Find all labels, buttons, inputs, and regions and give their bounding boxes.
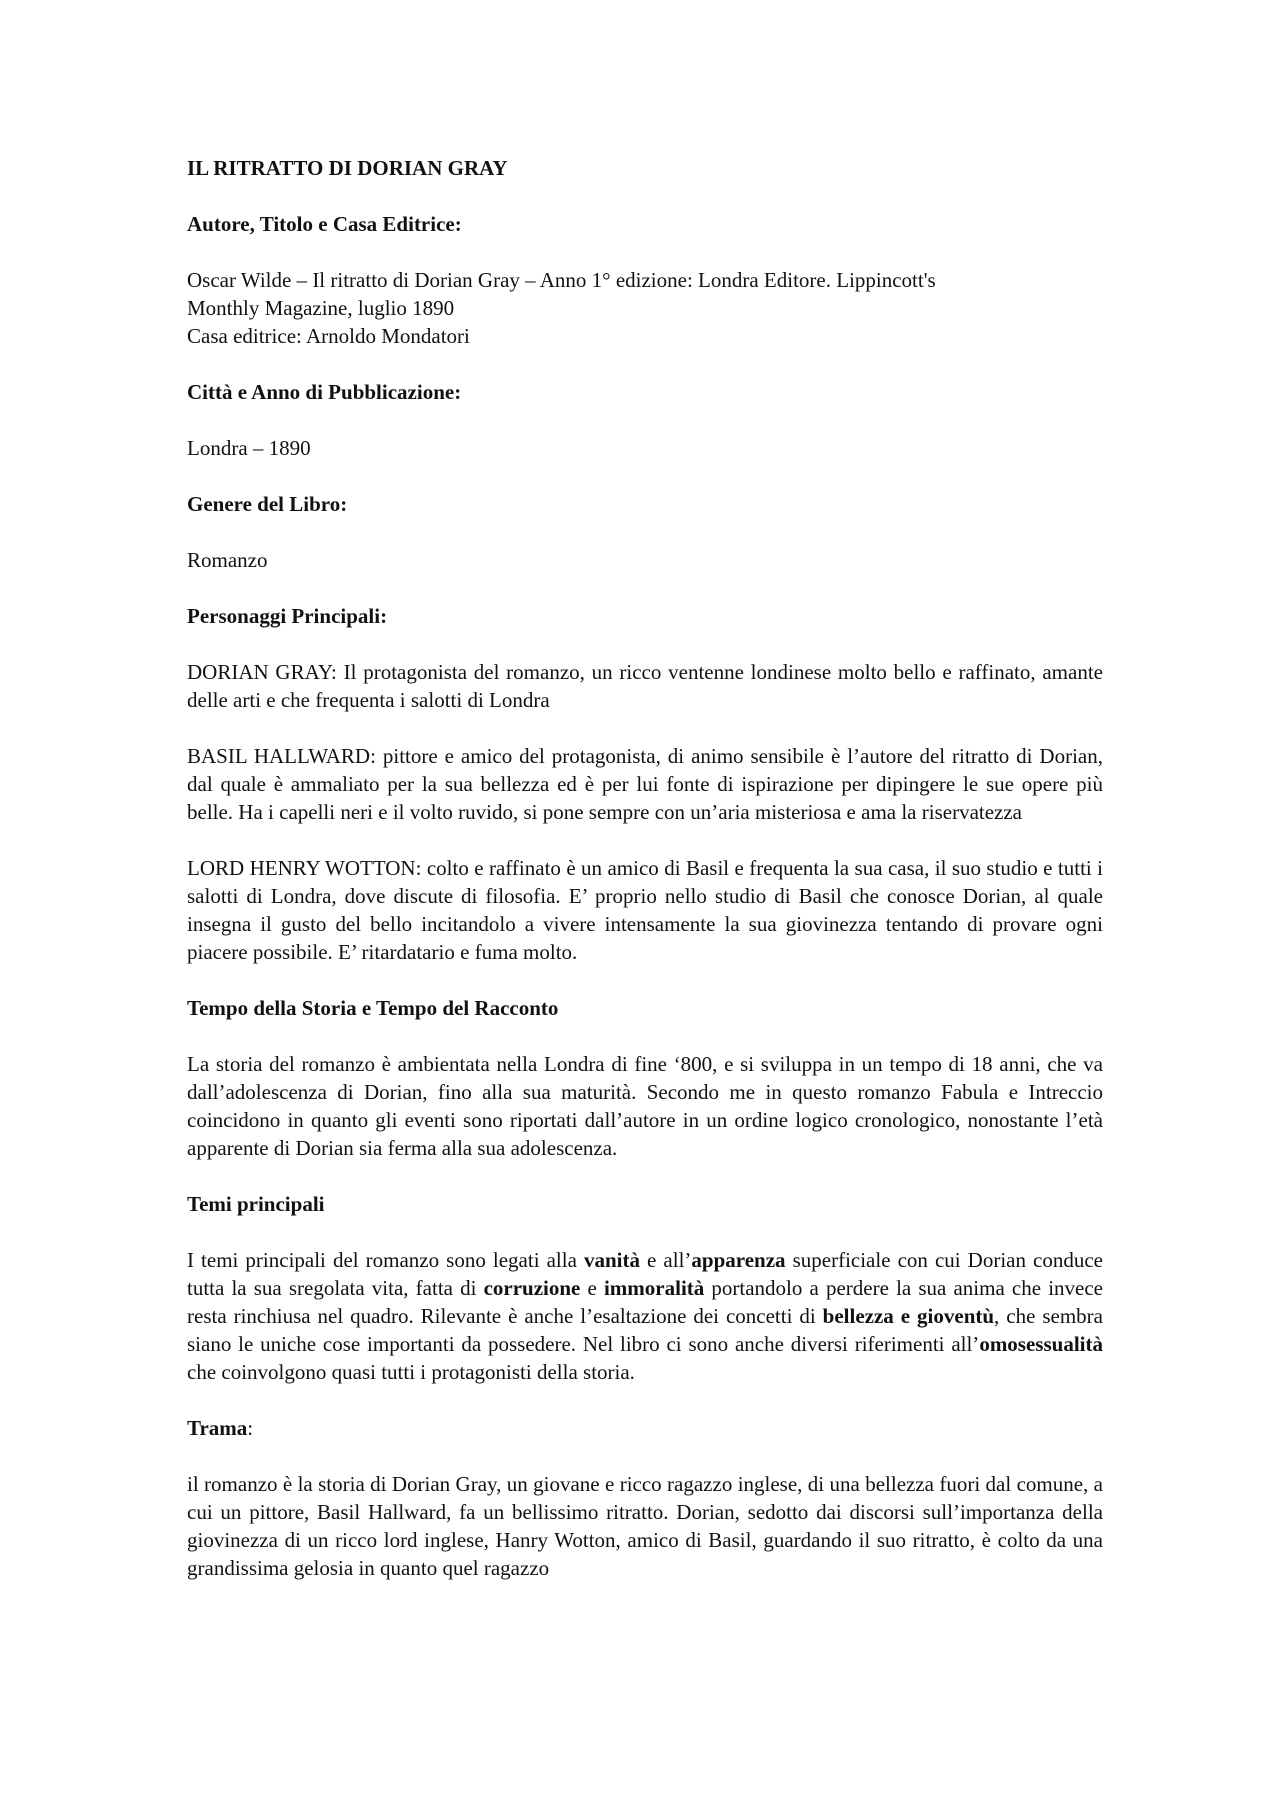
personaggio-dorian: DORIAN GRAY: Il protagonista del romanzo, un ricco ventenne londinese molto bello e raffinato, amante delle arti e che frequenta i salotti di Londra	[187, 660, 1103, 712]
temi-bold-immoralita: immoralità	[603, 1276, 705, 1300]
temi-bold-bellezza: bellezza e gioventù	[822, 1304, 995, 1328]
trama-paragraph: il romanzo è la storia di Dorian Gray, un giovane e ricco ragazzo inglese, di una bellezza fuori dal comune, a cui un pittore, Basil Hallward, fa un bellissimo ritratto. Dorian, sedotto dai discorsi sull’importanza della giovinezza di un ricco lord inglese, Hanry Wotton, amico di Basil, guardando il suo ritratto, è colto da una grandissima gelosia in quanto quel ragazzo	[187, 1472, 1103, 1580]
citta-paragraph: Londra – 1890	[187, 436, 311, 460]
temi-paragraph	[187, 1246, 1103, 1386]
temi-text-5: portandolo a perdere la sua anima che invece resta rinchiusa nel quadro. Rilevante è anche l’esaltazione dei concetti di	[187, 1276, 1103, 1328]
temi-text-3: superficiale con cui Dorian conduce tutta la sua sregolata vita, fatta di	[187, 1248, 1103, 1300]
personaggio-basil: BASIL HALLWARD: pittore e amico del protagonista, di animo sensibile è l’autore del ritratto di Dorian, dal quale è ammaliato per la sua bellezza ed è per lui fonte di ispirazione per dipingere le sue opere più belle. Ha i capelli neri e il volto ruvido, si pone sempre con un’aria misteriosa e ama la riservatezza	[187, 744, 1103, 824]
autore-paragraph	[187, 266, 1103, 350]
temi-bold-corruzione: corruzione	[483, 1276, 581, 1300]
temi-bold-omosessualita: omosessualità	[979, 1332, 1103, 1356]
trama-heading-label: Trama	[187, 1416, 248, 1440]
temi-text-6: , che sembra siano le uniche cose importanti da possedere. Nel libro ci sono anche diversi riferimenti all’	[187, 1304, 1103, 1356]
heading-temi: Temi principali	[187, 1192, 325, 1216]
heading-autore: Autore, Titolo e Casa Editrice:	[187, 212, 462, 236]
autore-line-1: Oscar Wilde – Il ritratto di Dorian Gray – Anno 1° edizione: Londra Editore. Lippincott's	[187, 268, 936, 292]
document-page	[187, 154, 1103, 1610]
document-title: IL RITRATTO DI DORIAN GRAY	[187, 156, 508, 180]
personaggio-henry: LORD HENRY WOTTON: colto e raffinato è un amico di Basil e frequenta la sua casa, il suo studio e tutti i salotti di Londra, dove discute di filosofia. E’ proprio nello studio di Basil che conosce Dorian, al quale insegna il gusto del bello incitandolo a vivere intensamente la sua giovinezza tentando di provare ogni piacere possibile. E’ ritardatario e fuma molto.	[187, 856, 1103, 964]
heading-citta: Città e Anno di Pubblicazione:	[187, 380, 462, 404]
trama-heading-colon: :	[247, 1416, 254, 1440]
temi-bold-vanita: vanità	[583, 1248, 640, 1272]
heading-personaggi: Personaggi Principali:	[187, 604, 388, 628]
temi-text-2: e all’	[639, 1248, 692, 1272]
temi-text-1: I temi principali del romanzo sono legati alla	[187, 1248, 584, 1272]
heading-tempo: Tempo della Storia e Tempo del Racconto	[187, 996, 559, 1020]
temi-text-4: e	[580, 1276, 604, 1300]
temi-bold-apparenza: apparenza	[691, 1248, 786, 1272]
autore-line-2: Monthly Magazine, luglio 1890	[187, 296, 455, 320]
heading-genere: Genere del Libro:	[187, 492, 348, 516]
temi-text-7: che coinvolgono quasi tutti i protagonisti della storia.	[187, 1360, 635, 1384]
genere-paragraph: Romanzo	[187, 548, 268, 572]
autore-line-3: Casa editrice: Arnoldo Mondatori	[187, 324, 470, 348]
heading-trama	[187, 1414, 1103, 1442]
tempo-paragraph: La storia del romanzo è ambientata nella Londra di fine ‘800, e si sviluppa in un tempo di 18 anni, che va dall’adolescenza di Dorian, fino alla sua maturità. Secondo me in questo romanzo Fabula e Intreccio coincidono in quanto gli eventi sono riportati dall’autore in un ordine logico cronologico, nonostante l’età apparente di Dorian sia ferma alla sua adolescenza.	[187, 1052, 1103, 1160]
